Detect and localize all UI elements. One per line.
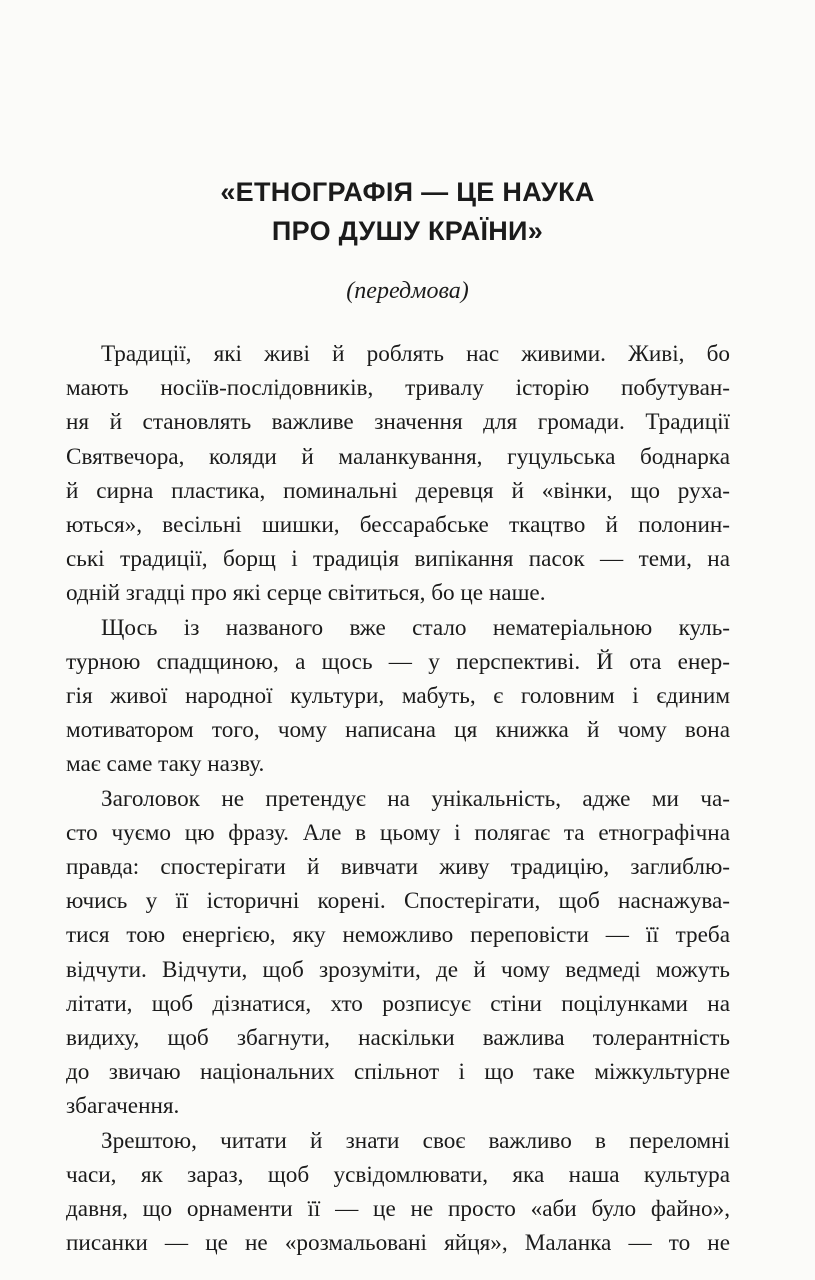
text-line: давня, що орнаменти її — це не просто «аби було файно», — [66, 1196, 730, 1223]
paragraph-3 — [66, 782, 730, 1124]
chapter-subtitle: (передмова) — [346, 278, 469, 304]
paragraph-4 — [66, 1124, 730, 1261]
text-line: Святвечора, коляди й маланкування, гуцульська боднарка — [66, 443, 730, 470]
chapter-title-line-1: «ЕТНОГРАФІЯ — ЦЕ НАУКА — [220, 177, 595, 207]
text-line: ня й становлять важливе значення для громади. Традиції — [66, 409, 730, 436]
text-line: має саме таку назву. — [66, 751, 265, 778]
text-line: Заголовок не претендує на унікальність, адже ми ча- — [101, 785, 730, 812]
text-line: до звичаю національних спільнот і що таке міжкультурне — [66, 1059, 730, 1086]
chapter-title-line-2: ПРО ДУШУ КРАЇНИ» — [271, 216, 544, 246]
text-line: мають носіїв-послідовників, тривалу історію побутуван- — [66, 375, 730, 402]
text-line: мотиватором того, чому написана ця книжка й чому вона — [66, 717, 730, 744]
text-line: ються», весільні шишки, бессарабське ткацтво й полонин- — [66, 512, 730, 539]
text-line: Традиції, які живі й роблять нас живими. Живі, бо — [101, 341, 730, 367]
paragraph-1 — [66, 337, 730, 611]
text-line: правда: спостерігати й вивчати живу традицію, заглиблю- — [66, 854, 730, 881]
text-line: видиху, щоб збагнути, наскільки важлива толерантність — [66, 1025, 730, 1052]
text-line: турною спадщиною, а щось — у перспективі. Й ота енер- — [66, 648, 730, 675]
text-line: відчути. Відчути, щоб зрозуміти, де й чому ведмеді можуть — [66, 956, 730, 983]
text-line: літати, щоб дізнатися, хто розписує стіни поцілунками на — [66, 990, 730, 1017]
text-line: часи, як зараз, щоб усвідомлювати, яка наша культура — [66, 1161, 730, 1188]
text-line: Зрештою, читати й знати своє важливо в переломні — [101, 1127, 730, 1154]
text-line: писанки — це не «розмальовані яйця», Маланка — то не — [66, 1230, 730, 1257]
body-text — [66, 337, 730, 1260]
text-line: гія живої народної культури, мабуть, є головним і єдиним — [66, 683, 730, 710]
text-line: й сирна пластика, поминальні деревця й «вінки, що руха- — [66, 477, 730, 504]
text-line: тися тою енергією, яку неможливо переповісти — її треба — [66, 922, 730, 949]
text-line: ські традиції, борщ і традиція випікання пасок — теми, на — [66, 546, 730, 573]
text-line: ючись у її історичні корені. Спостерігати, щоб наснажува- — [66, 888, 730, 915]
paragraph-2 — [66, 611, 730, 782]
text-line: Щось із названого вже стало нематеріальною куль- — [101, 614, 730, 641]
text-line: сто чуємо цю фразу. Але в цьому і полягає та етнографічна — [66, 819, 730, 846]
text-line: збагачення. — [66, 1093, 180, 1120]
chapter-title — [0, 173, 815, 251]
text-line: одній згадці про які серце світиться, бо це наше. — [66, 580, 546, 607]
